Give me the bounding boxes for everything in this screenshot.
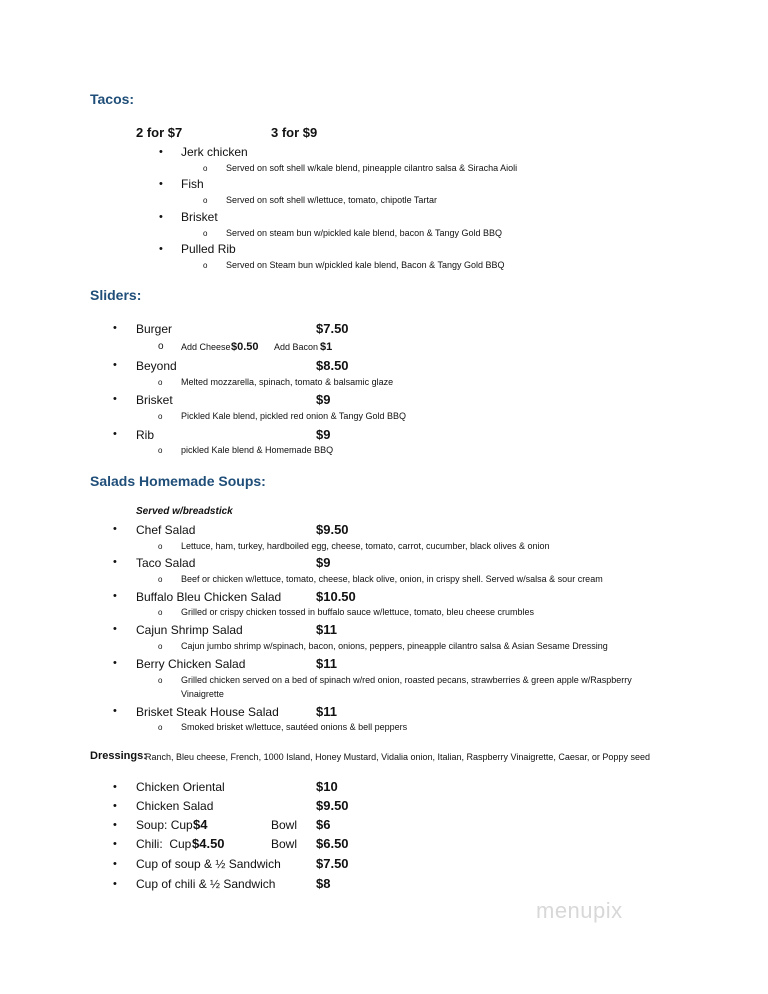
sub-bullet-icon: o <box>158 608 163 617</box>
salad-item-price: $11 <box>316 656 337 671</box>
salad-item-name: Chef Salad <box>136 523 196 537</box>
bullet-icon: • <box>159 211 163 223</box>
bullet-icon: • <box>159 243 163 255</box>
bullet-icon: • <box>113 657 117 669</box>
salad-item-price: $11 <box>316 622 337 637</box>
salad-item-desc-cont: Vinaigrette <box>181 689 224 699</box>
bullet-icon: • <box>113 705 117 717</box>
taco-item-desc: Served on soft shell w/lettuce, tomato, chipotle Tartar <box>226 195 437 205</box>
sub-bullet-icon: o <box>158 642 163 651</box>
sliders-heading: Sliders: <box>90 287 142 303</box>
sub-bullet-icon: o <box>158 378 163 387</box>
sub-bullet-icon: o <box>158 542 163 551</box>
slider-item-desc: Pickled Kale blend, pickled red onion & Tangy Gold BBQ <box>181 411 406 421</box>
bullet-icon: • <box>113 858 117 870</box>
bullet-icon: • <box>113 838 117 850</box>
salad-item-price: $9.50 <box>316 522 349 537</box>
slider-item-price: $9 <box>316 392 331 407</box>
extra-item-name: Chicken Salad <box>136 799 214 813</box>
taco-item-desc: Served on soft shell w/kale blend, pineapple cilantro salsa & Siracha Aioli <box>226 163 518 173</box>
bullet-icon: • <box>113 800 117 812</box>
salad-item-name: Buffalo Bleu Chicken Salad <box>136 590 282 604</box>
sub-bullet-icon: o <box>158 575 163 584</box>
chili-bowl-price: $6.50 <box>316 836 349 851</box>
salad-item-name: Cajun Shrimp Salad <box>136 623 243 637</box>
soup-cup-label: Soup: Cup <box>136 818 193 832</box>
bullet-icon: • <box>113 359 117 371</box>
taco-item-desc: Served on steam bun w/pickled kale blend, bacon & Tangy Gold BBQ <box>226 228 502 238</box>
soup-cup-price: $4 <box>193 817 208 832</box>
bullet-icon: • <box>113 623 117 635</box>
salad-item-desc: Grilled or crispy chicken tossed in buffalo sauce w/lettuce, tomato, bleu cheese crumbles <box>181 607 535 617</box>
slider-item-name: Brisket <box>136 393 173 407</box>
slider-item-name: Burger <box>136 322 173 336</box>
menupix-watermark: menupix <box>536 898 623 923</box>
slider-item-desc: pickled Kale blend & Homemade BBQ <box>181 445 334 455</box>
bullet-icon: • <box>113 819 117 831</box>
bullet-icon: • <box>159 146 163 158</box>
slider-item-desc: Melted mozzarella, spinach, tomato & balsamic glaze <box>181 377 394 387</box>
taco-item-name: Fish <box>181 177 204 191</box>
slider-item-name: Beyond <box>136 359 177 373</box>
addon-bacon-price: $1 <box>320 341 333 353</box>
chili-cup-label: Chili: Cup <box>136 837 192 851</box>
chili-cup-price: $4.50 <box>192 836 225 851</box>
bullet-icon: • <box>113 781 117 793</box>
taco-item-desc: Served on Steam bun w/pickled kale blend, Bacon & Tangy Gold BBQ <box>226 260 505 270</box>
served-note: Served w/breadstick <box>136 506 233 517</box>
extra-item-name: Chicken Oriental <box>136 780 225 794</box>
dressings-list: Ranch, Bleu cheese, French, 1000 Island, Honey Mustard, Vidalia onion, Italian, Raspberry Vinaigrette, Caesar, or Poppy seed <box>145 752 650 762</box>
slider-item-price: $7.50 <box>316 321 349 336</box>
extra-item-name: Cup of chili & ½ Sandwich <box>136 877 276 891</box>
salad-item-price: $10.50 <box>316 589 356 604</box>
soup-bowl-price: $6 <box>316 817 331 832</box>
sub-bullet-icon: o <box>203 229 208 238</box>
salads-heading: Salads Homemade Soups: <box>90 473 266 489</box>
salad-item-desc: Lettuce, ham, turkey, hardboiled egg, cheese, tomato, carrot, cucumber, black olives & onion <box>181 541 550 551</box>
salad-item-name: Berry Chicken Salad <box>136 657 246 671</box>
salad-item-desc: Beef or chicken w/lettuce, tomato, cheese, black olive, onion, in crispy shell. Served w/salsa & sour cream <box>181 574 603 584</box>
addon-cheese-label: Add Cheese <box>181 342 231 352</box>
taco-item-name: Jerk chicken <box>181 145 248 159</box>
salad-item-price: $11 <box>316 704 337 719</box>
sub-bullet-icon: o <box>158 341 164 352</box>
extra-item-price: $9.50 <box>316 798 349 813</box>
bullet-icon: • <box>113 428 117 440</box>
salad-item-desc: Grilled chicken served on a bed of spinach w/red onion, roasted pecans, strawberries & green apple w/Raspberry <box>181 675 632 685</box>
salad-item-desc: Smoked brisket w/lettuce, sautéed onions & bell peppers <box>181 722 408 732</box>
chili-bowl-label: Bowl <box>271 837 298 851</box>
salad-item-name: Taco Salad <box>136 556 196 570</box>
bullet-icon: • <box>159 178 163 190</box>
taco-item-name: Brisket <box>181 210 218 224</box>
slider-item-price: $9 <box>316 427 331 442</box>
tacos-deal-three: 3 for $9 <box>271 125 318 140</box>
bullet-icon: • <box>113 393 117 405</box>
extra-item-name: Cup of soup & ½ Sandwich <box>136 857 281 871</box>
sub-bullet-icon: o <box>158 412 163 421</box>
sub-bullet-icon: o <box>158 723 163 732</box>
salad-item-name: Brisket Steak House Salad <box>136 705 279 719</box>
taco-item-name: Pulled Rib <box>181 242 236 256</box>
slider-item-price: $8.50 <box>316 358 349 373</box>
sub-bullet-icon: o <box>158 676 163 685</box>
sub-bullet-icon: o <box>158 446 163 455</box>
sub-bullet-icon: o <box>203 164 208 173</box>
bullet-icon: • <box>113 322 117 334</box>
tacos-deal-two: 2 for $7 <box>136 125 183 140</box>
sub-bullet-icon: o <box>203 261 208 270</box>
salad-item-price: $9 <box>316 555 331 570</box>
dressings-label: Dressings: <box>90 750 147 762</box>
extra-item-price: $7.50 <box>316 856 349 871</box>
bullet-icon: • <box>113 556 117 568</box>
salad-item-desc: Cajun jumbo shrimp w/spinach, bacon, onions, peppers, pineapple cilantro salsa & Asian Sesame Dressing <box>181 641 608 651</box>
extra-item-price: $10 <box>316 779 338 794</box>
bullet-icon: • <box>113 523 117 535</box>
soup-bowl-label: Bowl <box>271 818 298 832</box>
sub-bullet-icon: o <box>203 196 208 205</box>
slider-item-name: Rib <box>136 428 155 442</box>
addon-bacon-label: Add Bacon <box>274 342 319 352</box>
extra-item-price: $8 <box>316 876 331 891</box>
bullet-icon: • <box>113 878 117 890</box>
tacos-heading: Tacos: <box>90 91 135 107</box>
bullet-icon: • <box>113 590 117 602</box>
addon-cheese-price: $0.50 <box>231 341 259 353</box>
